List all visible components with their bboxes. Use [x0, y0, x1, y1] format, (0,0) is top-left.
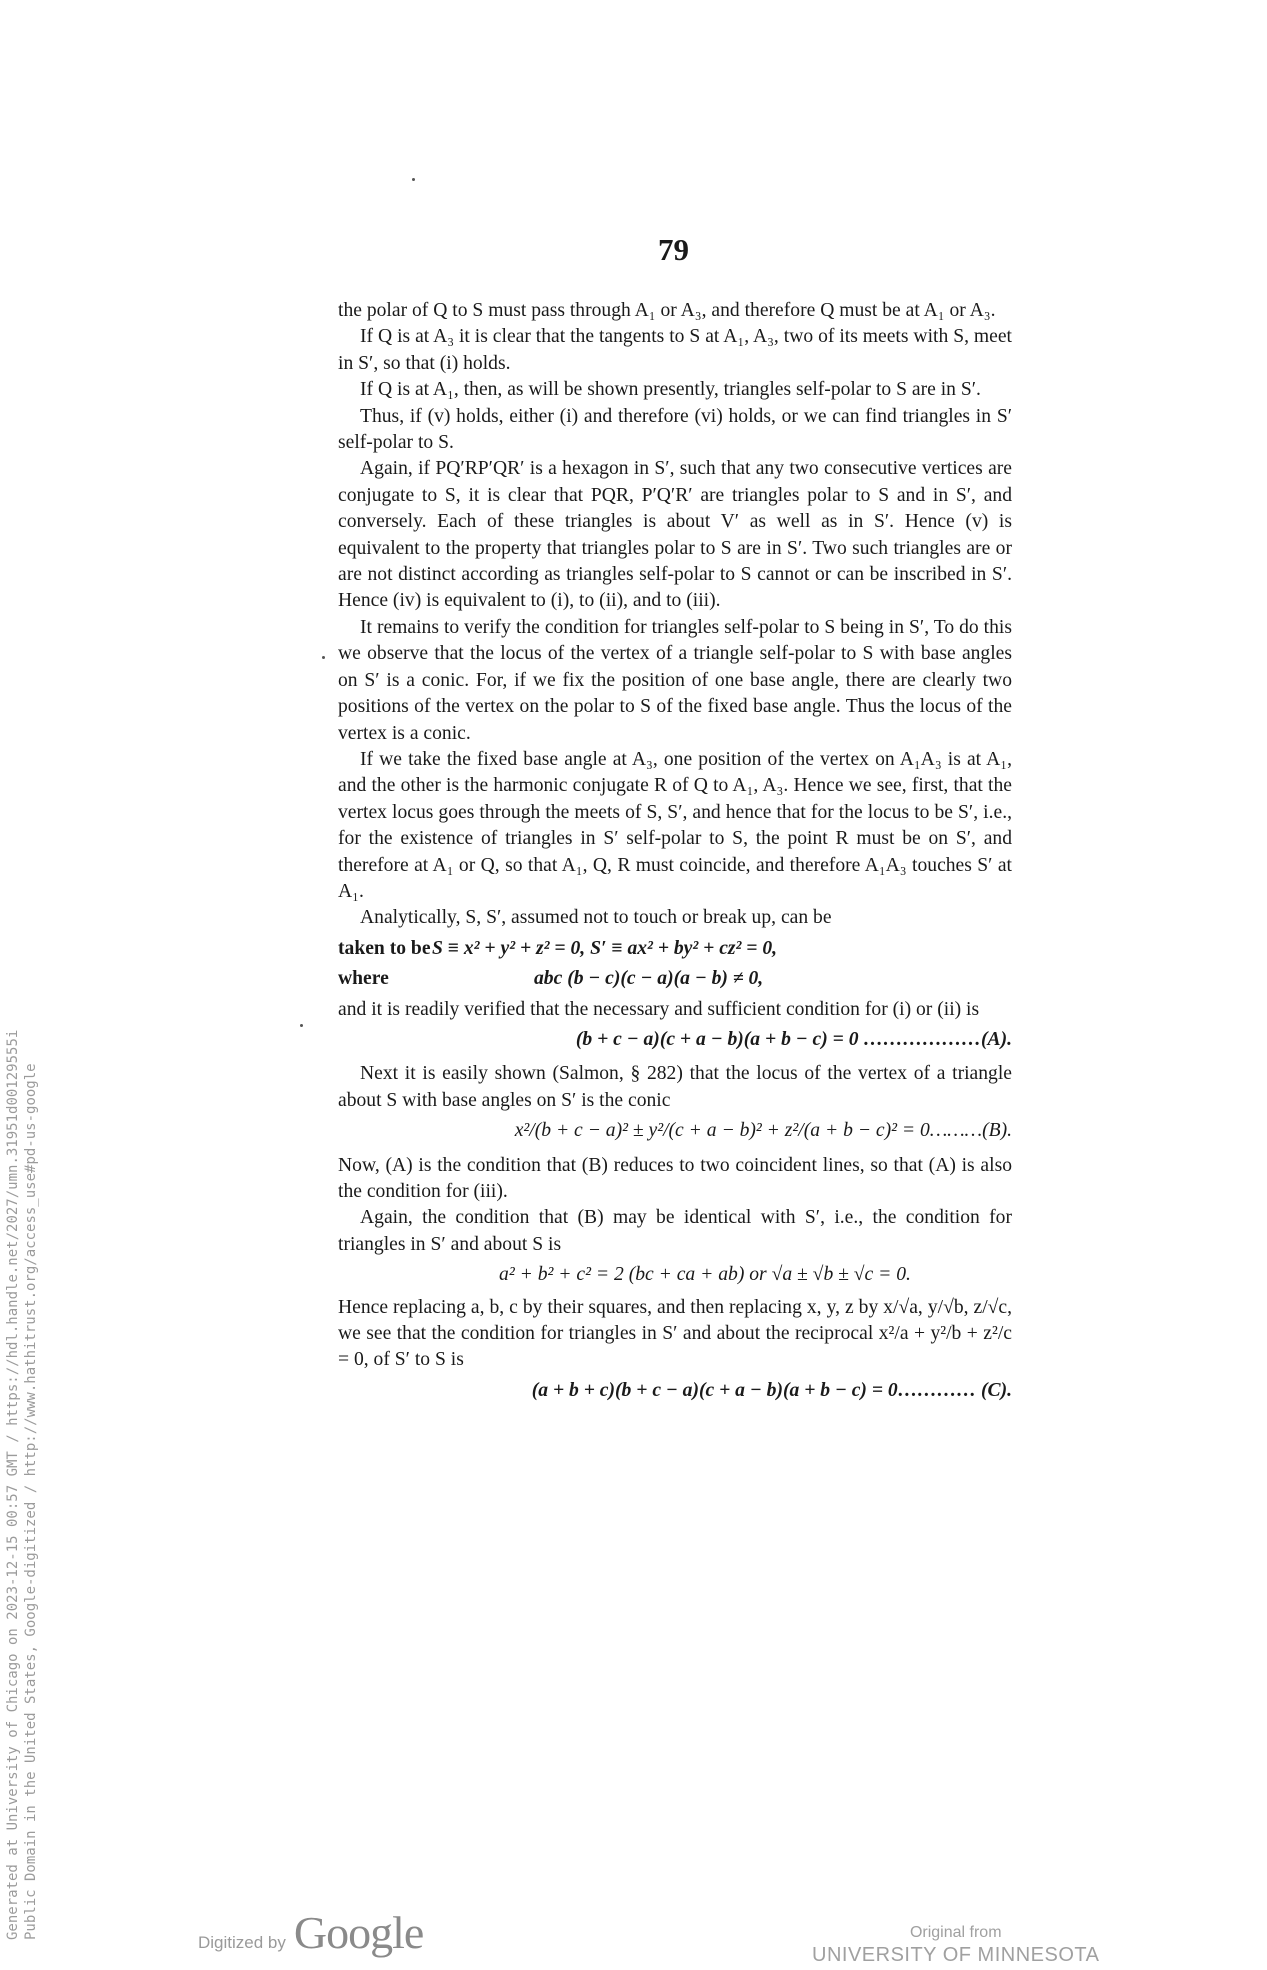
paragraph-now: Now, (A) is the condition that (B) reduces to two coincident lines, so that (A) is also the condition for (iii).: [338, 1154, 1012, 1202]
equation-body: S ≡ x² + y² + z² = 0, S′ ≡ ax² + by² + cz² = 0,: [432, 937, 778, 959]
google-logo: Google: [293, 1907, 424, 1958]
equation-lead: where: [338, 968, 389, 990]
paragraph-2: If Q is at A₃ it is clear that the tangents to S at A₁, A₃, two of its meets with S, meet in S′, so that (i) holds.: [338, 326, 1012, 374]
equation-where: [338, 966, 1012, 992]
paragraph-after-where: and it is readily verified that the necessary and sufficient condition for (i) or (ii) is: [338, 998, 980, 1020]
equation-A: (b + c − a)(c + a − b)(a + b − c) = 0 ………………(A).: [575, 1028, 1012, 1050]
paragraph-4: Thus, if (v) holds, either (i) and therefore (vi) holds, or we can find triangles in S′ self-polar to S.: [338, 405, 1012, 454]
original-from-watermark: [812, 1924, 1099, 1967]
original-from-label: Original from: [909, 1924, 1002, 1941]
digitized-by-label: Digitized by: [198, 1933, 286, 1952]
hathitrust-side-stamp: [4, 1030, 40, 1940]
equation-taken: [338, 936, 1012, 962]
speck: [322, 656, 325, 659]
side-stamp-line: Generated at University of Chicago on 2023-12-15 00:57 GMT / https://hdl.handle.net/2027/umn.31951d00129555i: [5, 1029, 21, 1940]
paragraph-again: Again, the condition that (B) may be identical with S′, i.e., the condition for triangles in S′ and about S is: [338, 1207, 1012, 1255]
equation-condition: a² + b² + c² = 2 (bc + ca + ab) or √a ± √b ± √c = 0.: [499, 1264, 911, 1286]
paragraph-8: Analytically, S, S′, assumed not to touch or break up, can be: [360, 907, 832, 929]
university-name: UNIVERSITY OF MINNESOTA: [812, 1944, 1100, 1966]
paragraph-5: Again, if PQ′RP′QR′ is a hexagon in S′, such that any two consecutive vertices are conjugate to S, it is clear that PQR, P′Q′R′ are triangles polar to S and in S′, and conversely. Each of these triangles is about V′ as well as in S′. Hence (v) is equivalent to the property that triangles polar to S are in S′. Two such triangles are or are not distinct according as triangles self-polar to S cannot or can be inscribed in S′. Hence (iv) is equivalent to (i), to (ii), and to (iii).: [338, 458, 1012, 612]
speck: [300, 1024, 303, 1027]
equation-body: abc (b − c)(c − a)(a − b) ≠ 0,: [534, 968, 764, 990]
speck: [412, 178, 415, 181]
paragraph-next: Next it is easily shown (Salmon, § 282) that the locus of the vertex of a triangle about S with base angles on S′ is the conic: [338, 1063, 1012, 1111]
paragraph-3: If Q is at A₁, then, as will be shown presently, triangles self-polar to S are in S′.: [360, 379, 981, 401]
paragraph-6: It remains to verify the condition for triangles self-polar to S being in S′, To do this we observe that the locus of the vertex of a triangle self-polar to S with base angles on S′ is a conic. For, if we fix the position of one base angle, there are clearly two positions of the vertex on the polar to S of the fixed base angle. Thus the locus of the vertex is a conic.: [338, 616, 1012, 744]
digitized-by-watermark: [198, 1906, 423, 1959]
paragraph-1: the polar of Q to S must pass through A₁ or A₃, and therefore Q must be at A₁ or A₃.: [338, 300, 996, 321]
paragraph-hence: Hence replacing a, b, c by their squares, and then replacing x, y, z by x/√a, y/√b, z/√c, we see that the condition for triangles in S′ and about the reciprocal x²/a + y²/b + z²/c = 0, of S′ to S is: [338, 1296, 1012, 1371]
equation-B: x²/(b + c − a)² ± y²/(c + a − b)² + z²/(a + b − c)² = 0………(B).: [514, 1120, 1012, 1142]
side-stamp-line: Public Domain in the United States, Google-digitized / http://www.hathitrust.org/access_use#pd-us-google: [23, 1063, 39, 1940]
paragraph-7: If we take the fixed base angle at A₃, one position of the vertex on A₁A₃ is at A₁, and the other is the harmonic conjugate R of Q to A₁, A₃. Hence we see, first, that the vertex locus goes through the meets of S, S′, and hence that for the locus to be S′, i.e., for the existence of triangles in S′ self-polar to S, the point R must be on S′, and therefore at A₁ or Q, so that A₁, Q, R must coincide, and therefore A₁A₃ touches S′ at A₁.: [338, 748, 1012, 902]
page-number: 79: [658, 232, 689, 267]
equation-lead: taken to be: [338, 937, 431, 959]
equation-C: (a + b + c)(b + c − a)(c + a − b)(a + b − c) = 0………… (C).: [531, 1379, 1012, 1401]
body-text: [338, 298, 1012, 1412]
